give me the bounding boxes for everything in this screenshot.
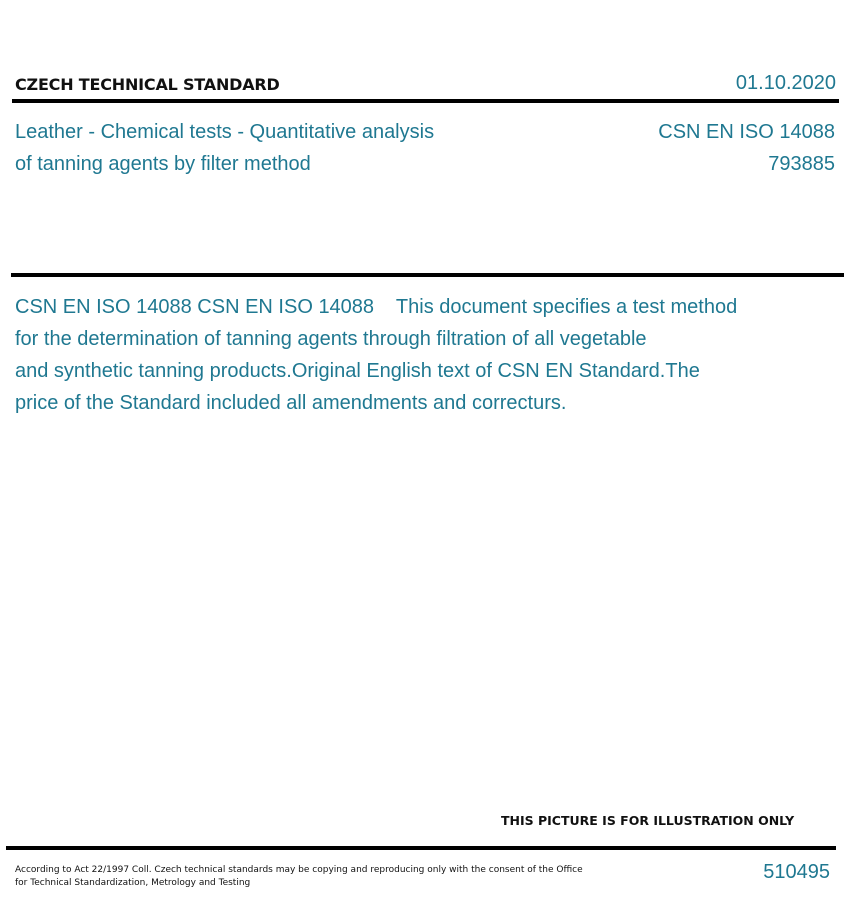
publication-date: 01.10.2020 bbox=[735, 72, 836, 94]
standard-title bbox=[15, 116, 434, 180]
illustration-disclaimer: THIS PICTURE IS FOR ILLUSTRATION ONLY bbox=[501, 813, 795, 828]
catalog-number: 793885 bbox=[768, 153, 835, 175]
standard-title-line: of tanning agents by filter method bbox=[15, 153, 311, 175]
document-id: 510495 bbox=[763, 861, 830, 883]
standard-code: CSN EN ISO 14088 bbox=[658, 121, 835, 143]
description-line: CSN EN ISO 14088 CSN EN ISO 14088 This document specifies a test method bbox=[15, 296, 738, 318]
standard-title-line: Leather - Chemical tests - Quantitative analysis bbox=[15, 121, 435, 143]
title-divider bbox=[11, 273, 844, 277]
standard-identifiers bbox=[658, 116, 835, 180]
standard-description bbox=[15, 291, 815, 419]
legal-notice-line: for Technical Standardization, Metrology and Testing bbox=[15, 878, 251, 888]
document-type-label: CZECH TECHNICAL STANDARD bbox=[15, 75, 280, 94]
description-line: price of the Standard included all amendments and correcturs. bbox=[15, 392, 567, 414]
header-divider bbox=[12, 99, 839, 103]
legal-notice bbox=[15, 864, 595, 890]
legal-notice-line: According to Act 22/1997 Coll. Czech technical standards may be copying and reproducing only with the consent of the Office bbox=[15, 865, 583, 875]
description-line: and synthetic tanning products.Original English text of CSN EN Standard.The bbox=[15, 360, 700, 382]
description-line: for the determination of tanning agents through filtration of all vegetable bbox=[15, 328, 647, 350]
footer-divider bbox=[6, 846, 836, 850]
